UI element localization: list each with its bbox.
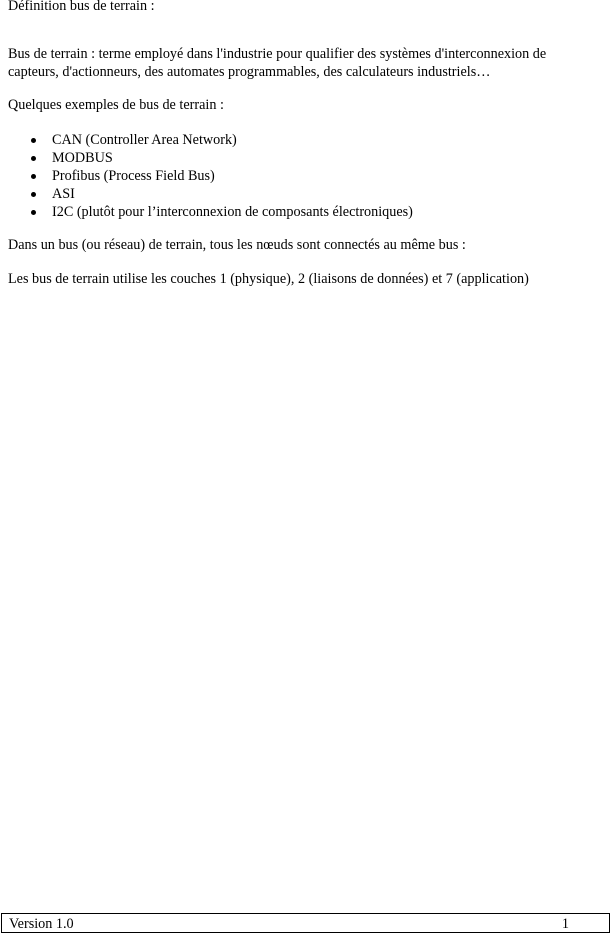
examples-list	[8, 131, 608, 221]
list-item-label: ASI	[52, 186, 75, 202]
bus-sentence: Dans un bus (ou réseau) de terrain, tous les nœuds sont connectés au même bus :	[8, 237, 466, 253]
definition-paragraph	[8, 45, 608, 81]
definition-line-2: capteurs, d'actionneurs, des automates programmables, des calculateurs industriels…	[8, 64, 491, 80]
bullet-icon	[31, 138, 36, 143]
list-item-label: Profibus (Process Field Bus)	[52, 168, 215, 184]
list-item-label: CAN (Controller Area Network)	[52, 132, 237, 148]
page-footer	[1, 913, 610, 933]
page-number: 1	[561, 916, 569, 932]
document-body	[8, 0, 608, 288]
list-item	[8, 167, 608, 185]
definition-line-1: Bus de terrain : terme employé dans l'industrie pour qualifier des systèmes d'interconnexion de	[8, 46, 547, 62]
bullet-icon	[31, 156, 36, 161]
list-item	[8, 149, 608, 167]
list-item	[8, 131, 608, 149]
layers-sentence: Les bus de terrain utilise les couches 1 (physique), 2 (liaisons de données) et 7 (application)	[8, 271, 529, 287]
list-item-label: MODBUS	[52, 150, 113, 166]
list-item-label: I2C (plutôt pour l’interconnexion de composants électroniques)	[52, 204, 413, 220]
examples-intro: Quelques exemples de bus de terrain :	[8, 97, 224, 113]
list-item	[8, 185, 608, 203]
footer-version: Version 1.0	[9, 916, 74, 932]
bullet-icon	[31, 174, 36, 179]
bullet-icon	[31, 210, 36, 215]
bullet-icon	[31, 192, 36, 197]
list-item	[8, 203, 608, 221]
document-title: Définition bus de terrain :	[8, 0, 155, 14]
